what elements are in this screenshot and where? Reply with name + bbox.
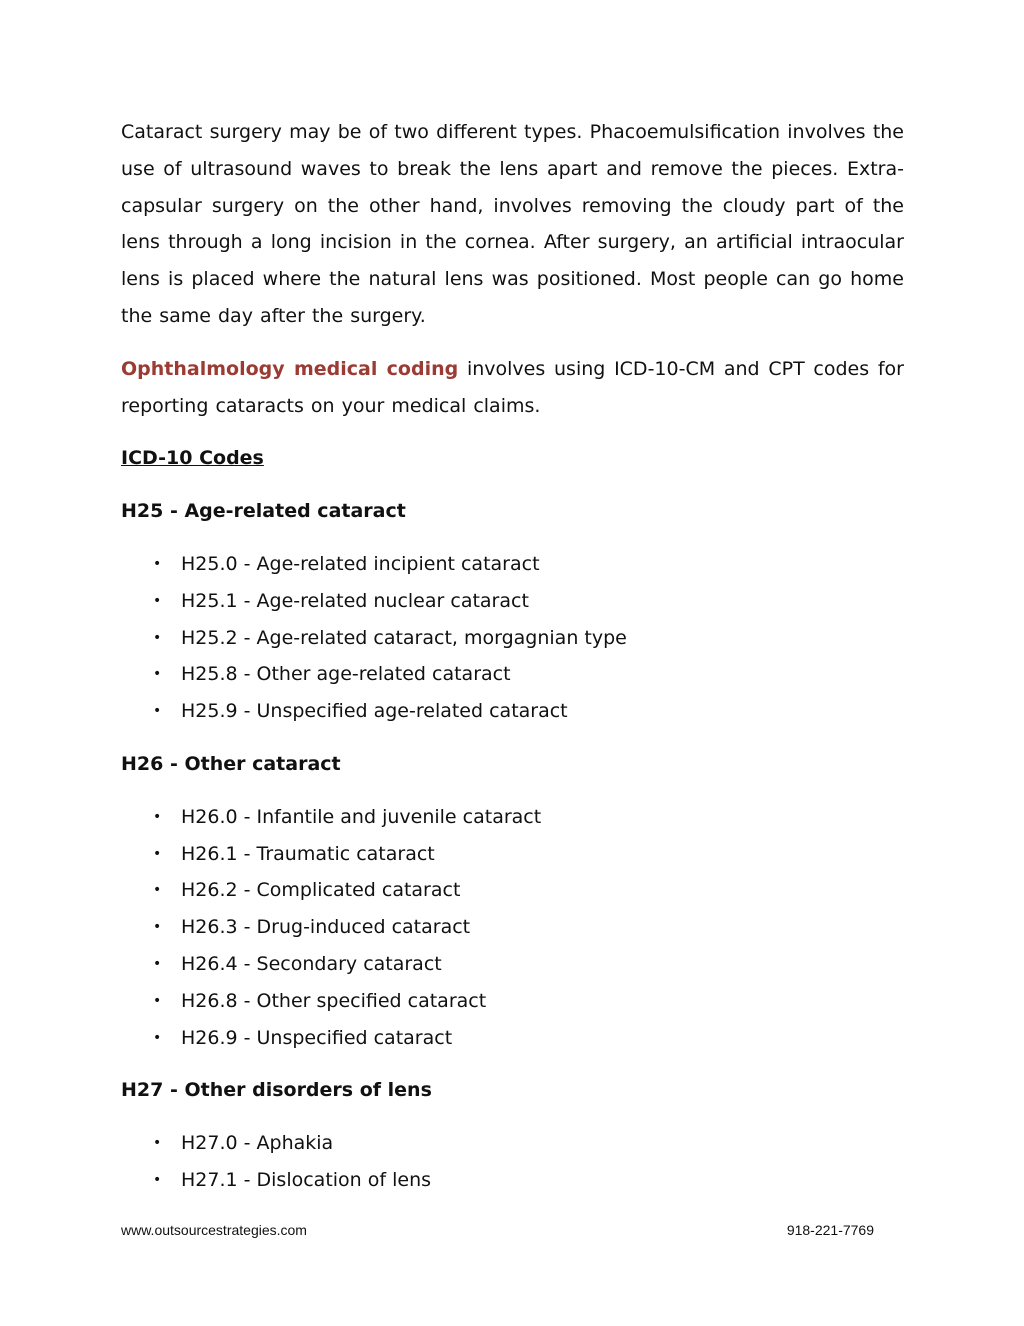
list-item-text: H25.0 - Age-related incipient cataract (181, 552, 540, 575)
bullet-icon: • (153, 1135, 162, 1152)
document-page (121, 114, 904, 1215)
bullet-icon: • (153, 882, 162, 899)
bullet-icon: • (153, 992, 162, 1009)
list-item (121, 1125, 904, 1162)
bullet-icon: • (153, 1029, 162, 1046)
coding-paragraph (121, 351, 904, 425)
list-item-text: H26.1 - Traumatic cataract (181, 842, 435, 865)
list-item (121, 1020, 904, 1057)
footer-phone: 918-221-7769 (786, 1222, 874, 1238)
list-item-text: H25.2 - Age-related cataract, morgagnian type (181, 626, 627, 649)
list-item (121, 1162, 904, 1199)
group-heading: H27 - Other disorders of lens (121, 1079, 432, 1102)
bullet-icon: • (153, 703, 162, 720)
group-h27 (121, 1072, 904, 1198)
list-item-text: H26.2 - Complicated cataract (181, 879, 461, 902)
coding-paragraph-text: involves using ICD-10-CM and CPT codes for reporting cataracts on your medical claims. (121, 357, 904, 417)
bullet-icon: • (153, 666, 162, 683)
list-item (121, 836, 904, 873)
bullet-icon: • (153, 555, 162, 572)
bullet-icon: • (153, 845, 162, 862)
list-item (121, 799, 904, 836)
list-item-text: H27.0 - Aphakia (181, 1132, 334, 1155)
bullet-icon: • (153, 808, 162, 825)
ophthalmology-coding-link[interactable]: Ophthalmology medical coding (121, 357, 459, 380)
group-h25 (121, 493, 904, 730)
footer-website: www.outsourcestrategies.com (121, 1222, 307, 1238)
code-list (121, 546, 904, 730)
list-item (121, 909, 904, 946)
list-item-text: H26.8 - Other specified cataract (181, 989, 487, 1012)
list-item-text: H25.1 - Age-related nuclear cataract (181, 589, 529, 612)
list-item-text: H26.9 - Unspecified cataract (181, 1026, 453, 1049)
list-item-text: H27.1 - Dislocation of lens (181, 1168, 432, 1191)
intro-paragraph: Cataract surgery may be of two different types. Phacoemulsification involves the use of ultrasound waves to break the lens apart and remove the pieces. Extra-capsular surgery on the other hand, involves removing the cloudy part of the lens through a long incision in the cornea. After surgery, an artificial intraocular lens is placed where the natural lens was positioned. Most people can go home the same day after the surgery. (121, 121, 904, 327)
bullet-icon: • (153, 955, 162, 972)
list-item-text: H26.3 - Drug-induced cataract (181, 916, 471, 939)
list-item-text: H25.8 - Other age-related cataract (181, 663, 511, 686)
list-item (121, 983, 904, 1020)
list-item (121, 546, 904, 583)
group-h26 (121, 746, 904, 1056)
bullet-icon: • (153, 919, 162, 936)
list-item (121, 693, 904, 730)
section-title: ICD-10 Codes (121, 447, 264, 470)
group-heading: H25 - Age-related cataract (121, 500, 406, 523)
list-item-text: H26.4 - Secondary cataract (181, 952, 442, 975)
code-list (121, 1125, 904, 1199)
bullet-icon: • (153, 1171, 162, 1188)
list-item (121, 583, 904, 620)
list-item (121, 872, 904, 909)
list-item-text: H25.9 - Unspecified age-related cataract (181, 700, 568, 723)
bullet-icon: • (153, 629, 162, 646)
bullet-icon: • (153, 592, 162, 609)
group-heading: H26 - Other cataract (121, 752, 341, 775)
list-item (121, 656, 904, 693)
list-item (121, 946, 904, 983)
code-list (121, 799, 904, 1057)
list-item (121, 620, 904, 657)
list-item-text: H26.0 - Infantile and juvenile cataract (181, 805, 542, 828)
